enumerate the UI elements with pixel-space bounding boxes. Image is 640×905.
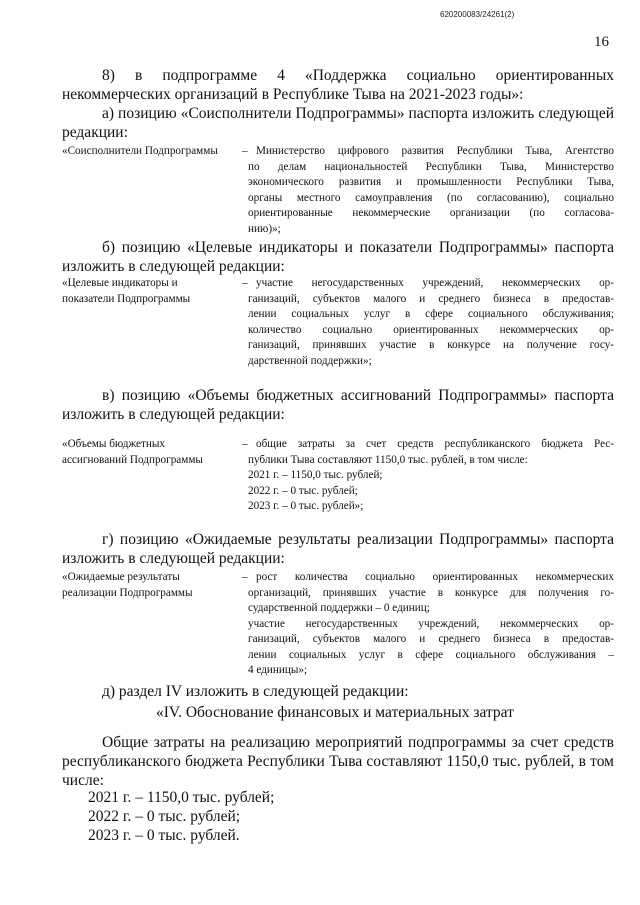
c-row-line: публики Тыва составляют 1150,0 тыс. рублей, в том числе:: [248, 453, 528, 466]
final-paragraph: Общие затраты на реализацию мероприятий подпрограммы за счет средств республиканского бюджета Республики Тыва составляют 1150,0 тыс. рублей, в том числе:: [62, 734, 614, 789]
section-title: «IV. Обоснование финансовых и материальных затрат: [156, 704, 514, 721]
d-row-line: участие негосударственных учреждений, некоммерческих ор-: [248, 617, 614, 630]
d-row-line: рост количества социально ориентированных некоммерческих: [256, 571, 614, 583]
a-row-line: ориентированные некоммерческие организации (по согласова-: [248, 207, 614, 219]
d-row-line: лении социальных услуг в сфере социального обслуживания –: [248, 648, 614, 661]
c-row: [62, 437, 614, 515]
item-b-paragraph: б) позицию «Целевые индикаторы и показатели Подпрограммы» паспорта изложить в следующей редакции:: [62, 239, 614, 275]
page-number: 16: [594, 34, 609, 50]
d-row-line: 4 единицы»;: [248, 664, 308, 676]
d-row-dash: –: [242, 571, 248, 583]
c-row-dash: –: [242, 438, 248, 450]
b-row-line: ганизаций, субъектов малого и среднего бизнеса в предостав-: [248, 292, 614, 305]
a-row-value: [248, 144, 614, 237]
c-row-value: [248, 437, 614, 515]
document-id: 620200083/24261(2): [440, 10, 515, 19]
c-row-label: «Объемы бюджетных ассигнований Подпрограммы: [62, 438, 203, 466]
b-row-line: лении социальных услуг в сфере социального обслуживания;: [248, 308, 614, 320]
item-g-paragraph: г) позицию «Ожидаемые результаты реализации Подпрограммы» паспорта изложить в следующей редакции:: [62, 531, 614, 567]
d-row: [62, 570, 614, 678]
b-row-dash: –: [242, 277, 248, 289]
a-row-line: экономического развития и промышленности Республики Тыва,: [248, 176, 614, 188]
c-row-line: 2022 г. – 0 тыс. рублей;: [248, 484, 358, 497]
d-row-value: [248, 570, 614, 679]
b-row: [62, 276, 614, 368]
item-v-paragraph: в) позицию «Объемы бюджетных ассигнований Подпрограммы» паспорта изложить в следующей редакции:: [62, 387, 614, 423]
item-d-paragraph: д) раздел IV изложить в следующей редакции:: [102, 683, 409, 700]
c-row-line: общие затраты за счет средств республиканского бюджета Рес-: [256, 438, 614, 450]
item-8-paragraph: 8) в подпрограмме 4 «Поддержка социально ориентированных некоммерческих организаций в Республике Тыва на 2021-2023 годы»:: [62, 67, 614, 103]
item-a-paragraph: а) позицию «Соисполнители Подпрограммы» паспорта изложить следующей редакции:: [62, 105, 614, 141]
c-row-line: 2021 г. – 1150,0 тыс. рублей;: [248, 469, 383, 481]
final-list-item: 2023 г. – 0 тыс. рублей.: [88, 827, 240, 844]
b-row-label: «Целевые индикаторы и показатели Подпрограммы: [62, 277, 191, 305]
d-row-line: сударственной поддержки – 0 единиц;: [248, 602, 430, 614]
b-row-line: количество социально ориентированных некоммерческих ор-: [248, 323, 614, 336]
c-row-line: 2023 г. – 0 тыс. рублей»;: [248, 500, 364, 512]
b-row-line: участие негосударственных учреждений, некоммерческих ор-: [256, 277, 614, 289]
d-row-line: ганизаций, субъектов малого и среднего бизнеса в предостав-: [248, 633, 614, 645]
d-row-label: «Ожидаемые результаты реализации Подпрограммы: [62, 571, 193, 599]
a-row-line: органы местного самоуправления (по согласованию), социально: [248, 191, 614, 204]
d-row-line: организаций, принявших участие в конкурсе для получения го-: [248, 586, 614, 599]
a-row-label: «Соисполнители Подпрограммы: [62, 145, 218, 157]
a-row: [62, 144, 614, 236]
b-row-line: ганизаций, принявших участие в конкурсе на получение госу-: [248, 339, 614, 351]
a-row-line: Министерство цифрового развития Республики Тыва, Агентство: [256, 145, 614, 157]
final-list-item: 2021 г. – 1150,0 тыс. рублей;: [88, 789, 275, 806]
b-row-value: [248, 276, 614, 369]
a-row-dash: –: [242, 145, 248, 157]
final-list-item: 2022 г. – 0 тыс. рублей;: [88, 808, 241, 825]
a-row-line: нию)»;: [248, 222, 281, 235]
b-row-line: дарственной поддержки»;: [248, 354, 372, 367]
a-row-line: по делам национальностей Республики Тыва, Министерство: [248, 160, 614, 173]
